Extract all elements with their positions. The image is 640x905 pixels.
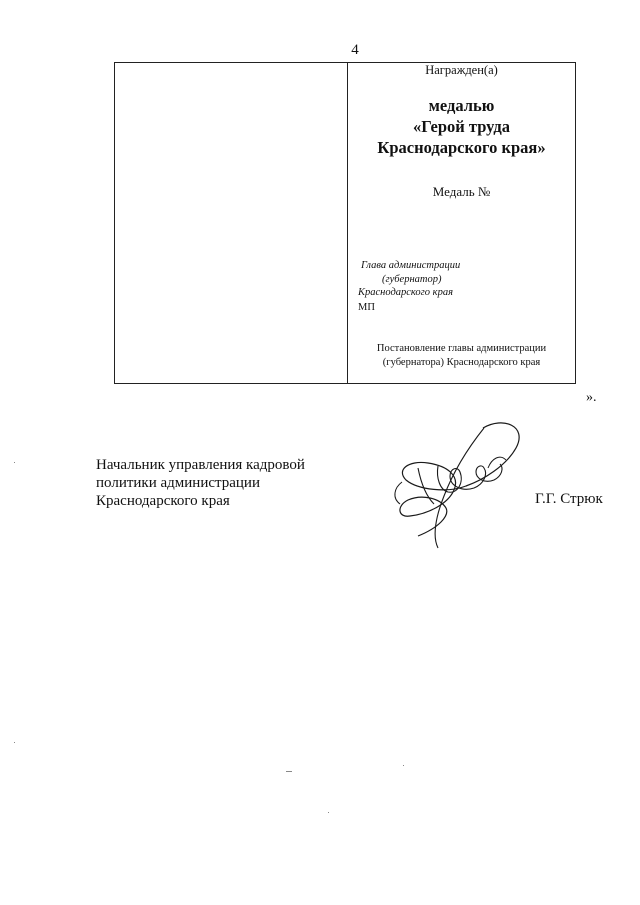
medal-certificate [114,62,576,384]
head-of-administration [358,259,460,300]
signatory-position-line: Краснодарского края [96,493,230,509]
signatory-position-line: Начальник управления кадровой [96,457,305,473]
scan-speck [328,812,329,813]
seal-place-label: МП [358,302,375,313]
handwritten-signature [388,408,538,558]
medal-title [348,95,575,158]
decree-reference [348,342,575,370]
head-line: Глава администрации [361,260,461,271]
head-line: Краснодарского края [358,287,453,298]
decree-line: Постановление главы администрации [376,343,547,354]
medal-title-line: Краснодарского края» [377,138,546,157]
signatory-position-line: политики администрации [96,475,260,491]
scan-speck [286,771,292,772]
scan-speck [14,742,15,743]
certificate-right-panel [348,63,575,383]
head-line: (губернатор) [382,273,442,285]
page-number: 4 [351,42,359,58]
medal-title-line: «Герой труда [413,117,510,136]
signatory-name: Г.Г. Стрюк [535,491,603,507]
decree-line: (губернатора) Краснодарского края [382,357,541,368]
awarded-label: Награжден(а) [425,63,498,77]
certificate-left-panel [115,63,348,383]
scan-speck [14,462,15,463]
medal-number-label: Медаль № [432,184,491,199]
medal-title-line: медалью [428,96,495,115]
signatory-position [96,456,305,510]
closing-quote: ». [586,390,597,405]
scan-speck [403,765,404,766]
